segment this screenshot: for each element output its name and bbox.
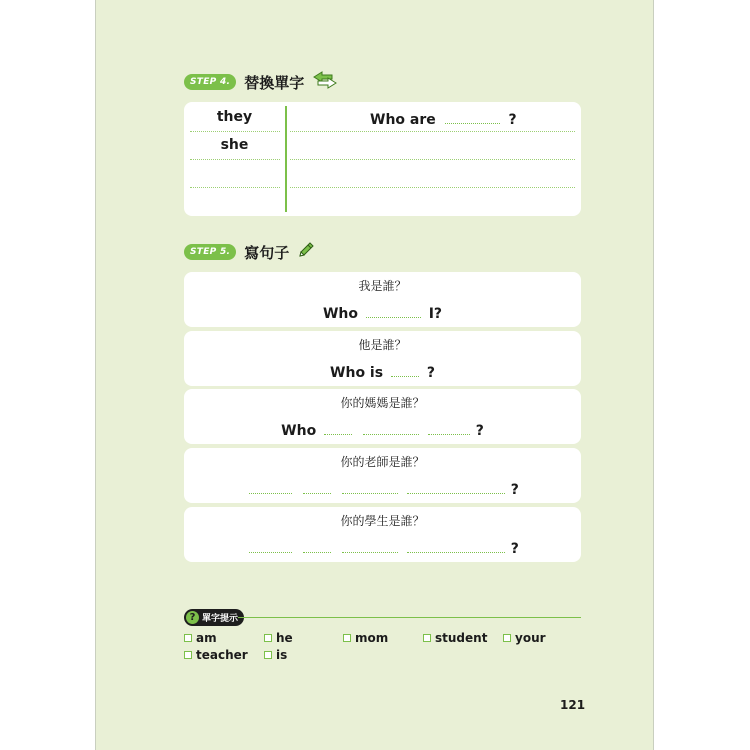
hint-label: 單字提示 (202, 614, 239, 624)
step4-header (184, 71, 338, 93)
hint-word-label: he (276, 631, 293, 645)
hint-word[interactable] (423, 631, 487, 645)
english-sentence (184, 479, 581, 498)
english-sentence (184, 362, 581, 381)
sentence-part: Who is (330, 365, 384, 381)
answer-blank[interactable] (342, 538, 398, 553)
dotted-line (190, 159, 280, 160)
hint-word[interactable] (184, 648, 248, 662)
answer-blank[interactable] (391, 362, 419, 377)
sentence-card (184, 272, 581, 327)
sentence-part: ? (510, 482, 519, 498)
column-divider (285, 106, 287, 212)
sentence-card (184, 331, 581, 386)
sentence-suffix: ? (508, 112, 517, 128)
step4-title: 替換單字 (244, 73, 305, 92)
hint-word-label: your (515, 631, 546, 645)
checkbox-icon (343, 634, 351, 642)
step4-card (184, 102, 581, 216)
sentence-card (184, 507, 581, 562)
english-sentence (184, 303, 581, 322)
checkbox-icon (503, 634, 511, 642)
hint-divider (238, 617, 581, 618)
answer-blank[interactable] (428, 420, 470, 435)
hint-word[interactable] (184, 631, 217, 645)
hint-word-label: is (276, 648, 288, 662)
answer-blank[interactable] (324, 420, 352, 435)
page-number: 121 (560, 698, 586, 712)
checkbox-icon (184, 634, 192, 642)
dotted-line (190, 131, 280, 132)
question-icon: ? (186, 611, 199, 624)
pencil-icon (297, 241, 315, 263)
answer-blank[interactable] (303, 538, 331, 553)
step5-badge: STEP 5. (184, 244, 236, 260)
dotted-line (290, 159, 575, 160)
dotted-line (290, 131, 575, 132)
answer-blank[interactable] (366, 303, 421, 318)
sentence-part: ? (475, 423, 484, 439)
dotted-line (190, 187, 280, 188)
sentence-part: I? (428, 306, 443, 322)
step4-badge: STEP 4. (184, 74, 236, 90)
english-sentence (184, 420, 581, 439)
substitute-word: they (216, 109, 253, 125)
answer-blank[interactable] (249, 538, 292, 553)
hint-word[interactable] (343, 631, 388, 645)
sentence-prefix: Who are (370, 112, 436, 128)
step4-sentence (370, 109, 517, 128)
chinese-prompt: 我是誰？ (358, 279, 407, 293)
swap-arrows-icon (312, 71, 338, 93)
answer-blank[interactable] (407, 538, 505, 553)
checkbox-icon (423, 634, 431, 642)
hint-word-label: mom (355, 631, 389, 645)
substitute-word: she (220, 137, 249, 153)
sentence-part: ? (510, 541, 519, 557)
chinese-prompt: 你的老師是誰？ (340, 455, 425, 469)
answer-blank[interactable] (342, 479, 398, 494)
chinese-prompt: 他是誰？ (358, 338, 407, 352)
hint-badge (184, 609, 244, 626)
step5-header (184, 241, 315, 263)
page-edge-right (653, 0, 654, 750)
sentence-card (184, 448, 581, 503)
step5-title: 寫句子 (244, 243, 290, 262)
answer-blank[interactable] (445, 109, 500, 124)
chinese-prompt: 你的學生是誰？ (340, 514, 425, 528)
english-sentence (184, 538, 581, 557)
dotted-line (290, 187, 575, 188)
checkbox-icon (264, 634, 272, 642)
hint-word[interactable] (264, 648, 287, 662)
sentence-part: Who (322, 306, 358, 322)
hint-word[interactable] (264, 631, 293, 645)
sentence-part: ? (426, 365, 435, 381)
checkbox-icon (264, 651, 272, 659)
hint-header (184, 609, 244, 626)
page-edge-left (95, 0, 96, 750)
answer-blank[interactable] (407, 479, 505, 494)
chinese-prompt: 你的媽媽是誰？ (340, 396, 425, 410)
hint-word-label: am (196, 631, 217, 645)
checkbox-icon (184, 651, 192, 659)
answer-blank[interactable] (363, 420, 419, 435)
sentence-card (184, 389, 581, 444)
hint-word-label: student (435, 631, 488, 645)
hint-word[interactable] (503, 631, 546, 645)
sentence-part: Who (281, 423, 317, 439)
answer-blank[interactable] (249, 479, 292, 494)
hint-word-label: teacher (196, 648, 248, 662)
answer-blank[interactable] (303, 479, 331, 494)
